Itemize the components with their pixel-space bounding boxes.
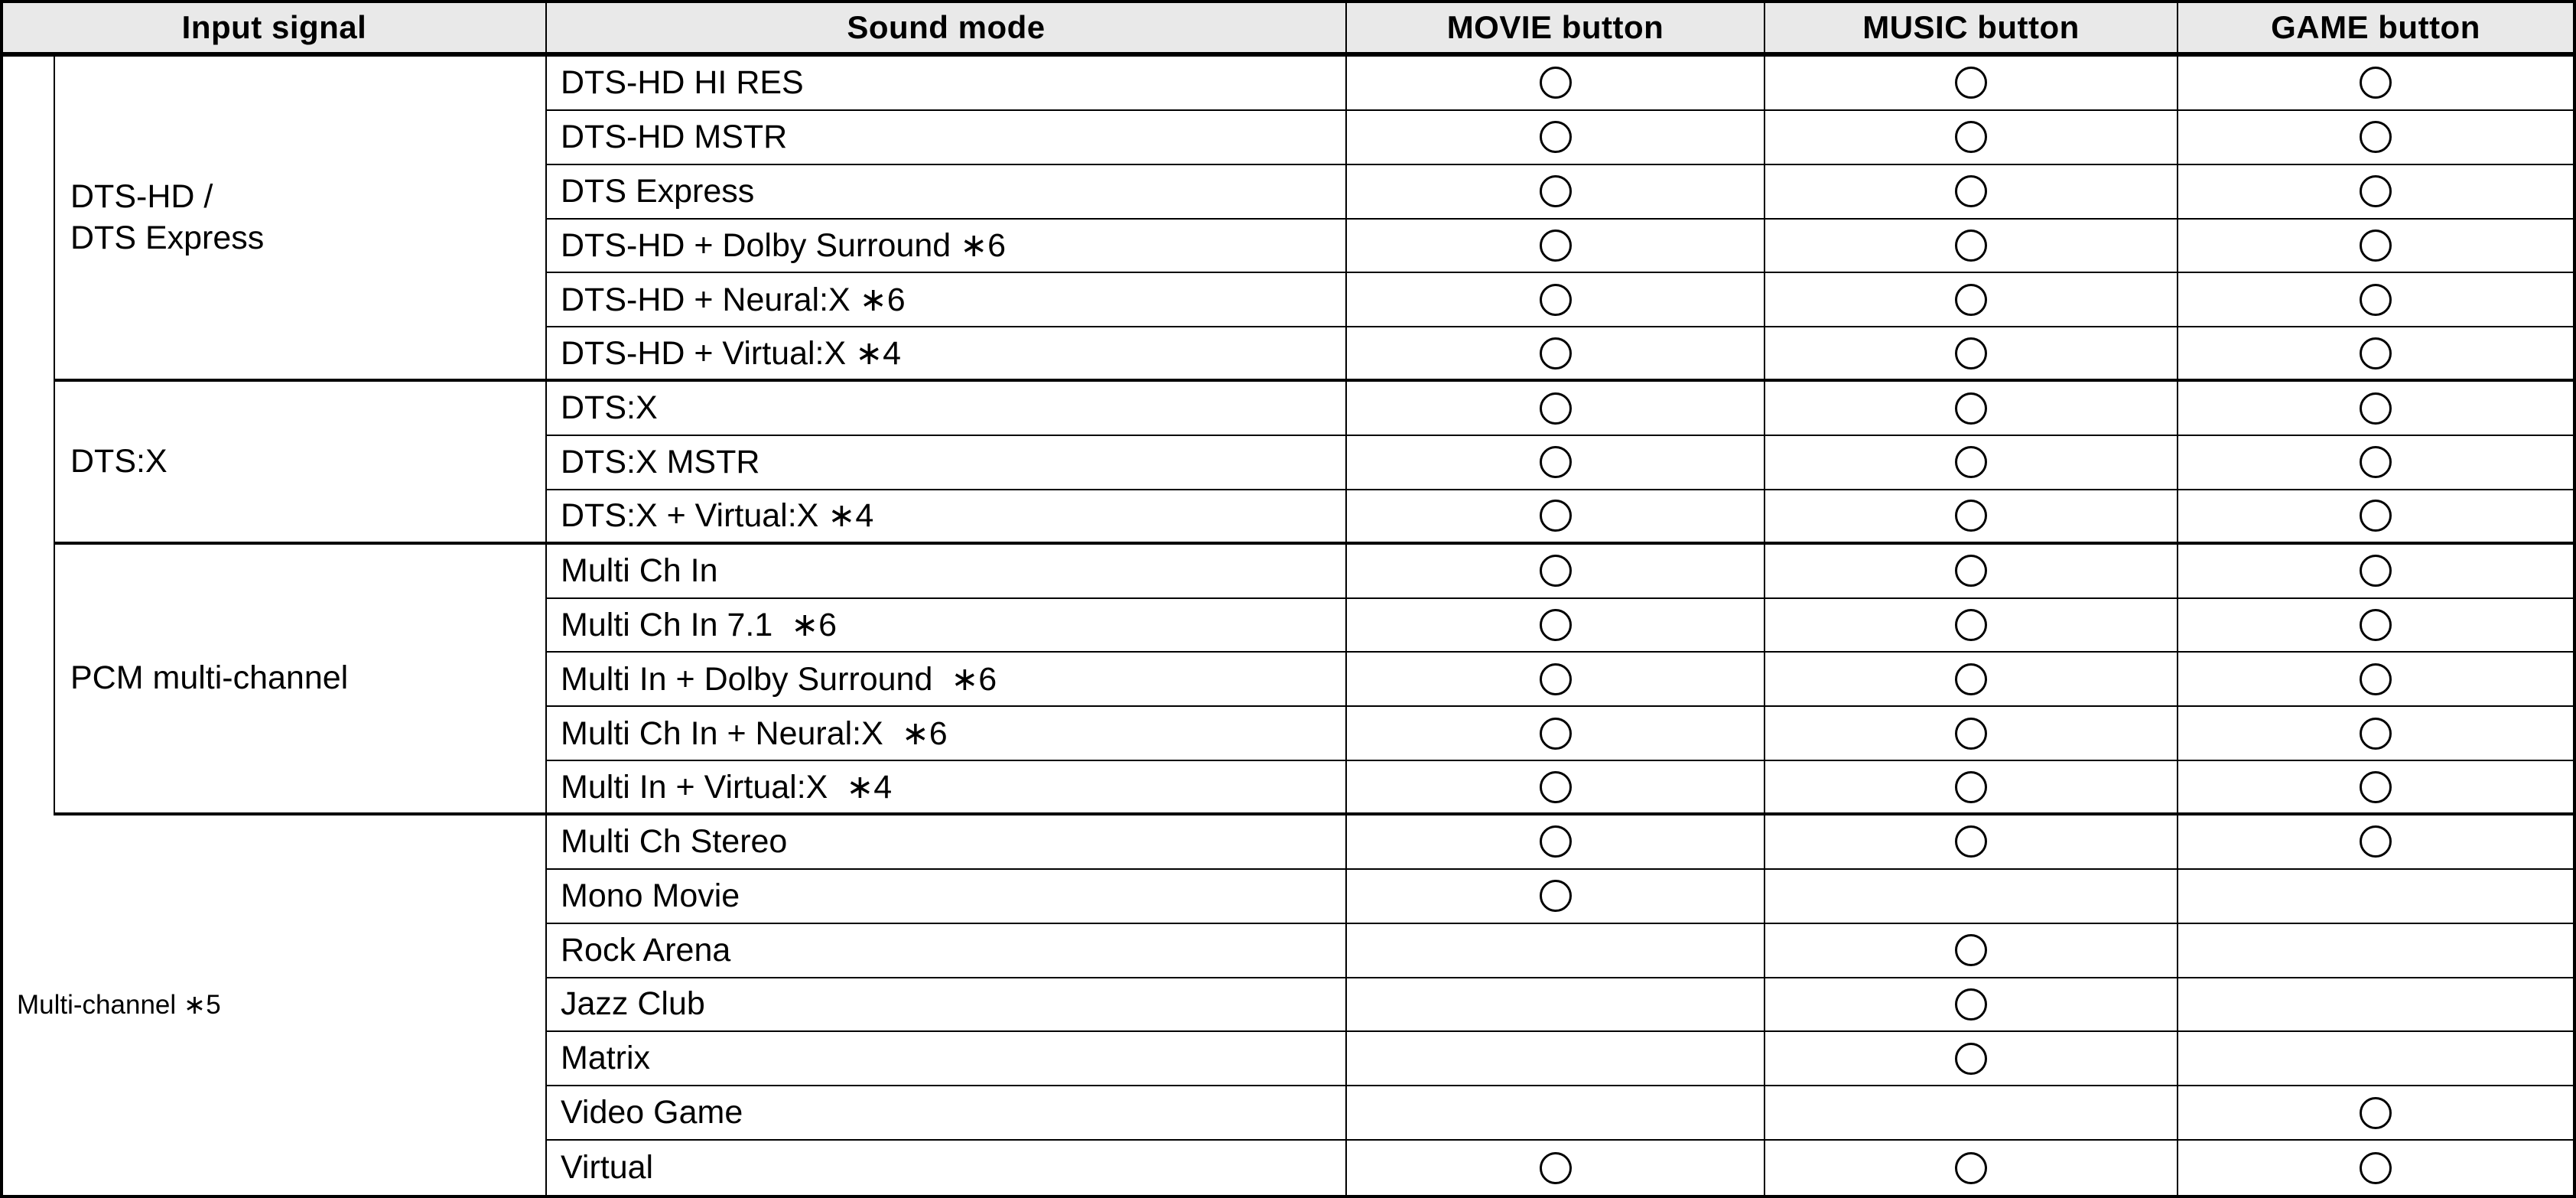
game-availability-cell [2178,220,2573,274]
available-circle-mark [2360,121,2392,153]
movie-availability-cell [1347,815,1765,870]
available-circle-mark [1955,771,1987,803]
music-availability-cell [1765,57,2178,111]
group-label-line: PCM multi-channel [70,659,349,696]
sound-mode-cell: Multi Ch Stereo [547,815,1347,870]
sound-mode-cell: Multi In + Virtual:X ∗4 [547,761,1347,815]
sound-mode-cell: DTS-HD MSTR [547,111,1347,165]
music-availability-cell [1765,870,2178,924]
sound-mode-cell: DTS:X MSTR [547,436,1347,490]
sound-mode-cell: DTS:X + Virtual:X ∗4 [547,490,1347,545]
available-circle-mark [1955,663,1987,695]
available-circle-mark [1540,609,1572,641]
sound-mode-cell: DTS-HD HI RES [547,57,1347,111]
music-availability-cell [1765,436,2178,490]
movie-availability-cell [1347,1086,1765,1141]
header-game-button: GAME button [2178,3,2573,57]
movie-availability-cell [1347,653,1765,707]
game-availability-cell [2178,815,2573,870]
group-label-line: DTS Express [70,219,265,256]
game-availability-cell [2178,653,2573,707]
available-circle-mark [2360,230,2392,262]
available-circle-mark [1540,230,1572,262]
available-circle-mark [2360,609,2392,641]
available-circle-mark [1540,446,1572,478]
movie-availability-cell [1347,165,1765,220]
movie-availability-cell [1347,761,1765,815]
input-group-multi-channel: Multi-channel ∗5 [3,815,547,1195]
game-availability-cell [2178,57,2573,111]
available-circle-mark [2360,555,2392,587]
music-availability-cell [1765,1141,2178,1195]
movie-availability-cell [1347,327,1765,382]
music-availability-cell [1765,382,2178,436]
movie-availability-cell [1347,490,1765,545]
available-circle-mark [1955,121,1987,153]
available-circle-mark [1955,446,1987,478]
available-circle-mark [2360,284,2392,316]
available-circle-mark [1540,663,1572,695]
available-circle-mark [1540,392,1572,425]
game-availability-cell [2178,924,2573,978]
available-circle-mark [1955,230,1987,262]
available-circle-mark [2360,663,2392,695]
available-circle-mark [1955,1043,1987,1075]
game-availability-cell [2178,490,2573,545]
available-circle-mark [1955,934,1987,966]
input-signal-strip-cell [3,57,55,815]
movie-availability-cell [1347,545,1765,599]
available-circle-mark [1955,500,1987,532]
music-availability-cell [1765,111,2178,165]
input-group-dts-x [55,382,547,545]
movie-availability-cell [1347,599,1765,653]
available-circle-mark [1540,337,1572,369]
music-availability-cell [1765,761,2178,815]
movie-availability-cell [1347,707,1765,761]
sound-mode-cell: Jazz Club [547,978,1347,1033]
available-circle-mark [2360,175,2392,207]
music-availability-cell [1765,924,2178,978]
game-availability-cell [2178,165,2573,220]
available-circle-mark [1955,175,1987,207]
available-circle-mark [2360,500,2392,532]
music-availability-cell [1765,165,2178,220]
available-circle-mark [1540,825,1572,858]
input-group-dts-hd-dts-express [55,57,547,382]
available-circle-mark [1955,609,1987,641]
available-circle-mark [1540,880,1572,912]
available-circle-mark [2360,825,2392,858]
group-label-line: DTS:X [70,442,168,480]
group-label-line: DTS-HD / [70,177,213,215]
movie-availability-cell [1347,111,1765,165]
available-circle-mark [1955,555,1987,587]
movie-availability-cell [1347,978,1765,1033]
movie-availability-cell [1347,1141,1765,1195]
available-circle-mark [1955,392,1987,425]
available-circle-mark [1540,121,1572,153]
available-circle-mark [1540,771,1572,803]
available-circle-mark [1955,718,1987,750]
sound-mode-cell: Multi In + Dolby Surround ∗6 [547,653,1347,707]
movie-availability-cell [1347,273,1765,327]
movie-availability-cell [1347,1032,1765,1086]
movie-availability-cell [1347,57,1765,111]
sound-mode-cell: Multi Ch In + Neural:X ∗6 [547,707,1347,761]
game-availability-cell [2178,545,2573,599]
sound-mode-cell: DTS:X [547,382,1347,436]
game-availability-cell [2178,1086,2573,1141]
music-availability-cell [1765,327,2178,382]
input-group-pcm-multi-channel [55,545,547,815]
available-circle-mark [1955,337,1987,369]
header-movie-button: MOVIE button [1347,3,1765,57]
available-circle-mark [1955,284,1987,316]
game-availability-cell [2178,1032,2573,1086]
sound-mode-cell: DTS-HD + Virtual:X ∗4 [547,327,1347,382]
available-circle-mark [1540,175,1572,207]
game-availability-cell [2178,436,2573,490]
music-availability-cell [1765,978,2178,1033]
available-circle-mark [1540,284,1572,316]
sound-mode-cell: Rock Arena [547,924,1347,978]
movie-availability-cell [1347,924,1765,978]
game-availability-cell [2178,273,2573,327]
available-circle-mark [2360,337,2392,369]
music-availability-cell [1765,490,2178,545]
sound-mode-cell: Video Game [547,1086,1347,1141]
available-circle-mark [2360,1097,2392,1129]
available-circle-mark [1540,67,1572,99]
available-circle-mark [2360,1152,2392,1184]
available-circle-mark [1955,825,1987,858]
music-availability-cell [1765,220,2178,274]
movie-availability-cell [1347,436,1765,490]
game-availability-cell [2178,1141,2573,1195]
game-availability-cell [2178,707,2573,761]
music-availability-cell [1765,273,2178,327]
sound-mode-cell: DTS-HD + Neural:X ∗6 [547,273,1347,327]
game-availability-cell [2178,870,2573,924]
available-circle-mark [1540,1152,1572,1184]
available-circle-mark [2360,446,2392,478]
sound-mode-cell: Matrix [547,1032,1347,1086]
available-circle-mark [2360,67,2392,99]
movie-availability-cell [1347,220,1765,274]
sound-mode-cell: Virtual [547,1141,1347,1195]
header-sound-mode: Sound mode [547,3,1347,57]
sound-mode-cell: Multi Ch In [547,545,1347,599]
music-availability-cell [1765,707,2178,761]
header-music-button: MUSIC button [1765,3,2178,57]
game-availability-cell [2178,111,2573,165]
music-availability-cell [1765,1032,2178,1086]
music-availability-cell [1765,653,2178,707]
music-availability-cell [1765,815,2178,870]
header-input-signal: Input signal [3,3,547,57]
available-circle-mark [1540,555,1572,587]
sound-mode-cell: Multi Ch In 7.1 ∗6 [547,599,1347,653]
available-circle-mark [2360,718,2392,750]
music-availability-cell [1765,599,2178,653]
movie-availability-cell [1347,382,1765,436]
available-circle-mark [2360,771,2392,803]
sound-mode-cell: DTS Express [547,165,1347,220]
sound-mode-cell: DTS-HD + Dolby Surround ∗6 [547,220,1347,274]
available-circle-mark [1955,1152,1987,1184]
game-availability-cell [2178,327,2573,382]
available-circle-mark [1955,67,1987,99]
game-availability-cell [2178,599,2573,653]
available-circle-mark [1955,988,1987,1021]
music-availability-cell [1765,1086,2178,1141]
available-circle-mark [1540,500,1572,532]
game-availability-cell [2178,382,2573,436]
music-availability-cell [1765,545,2178,599]
movie-availability-cell [1347,870,1765,924]
available-circle-mark [2360,392,2392,425]
sound-mode-cell: Mono Movie [547,870,1347,924]
available-circle-mark [1540,718,1572,750]
game-availability-cell [2178,978,2573,1033]
game-availability-cell [2178,761,2573,815]
